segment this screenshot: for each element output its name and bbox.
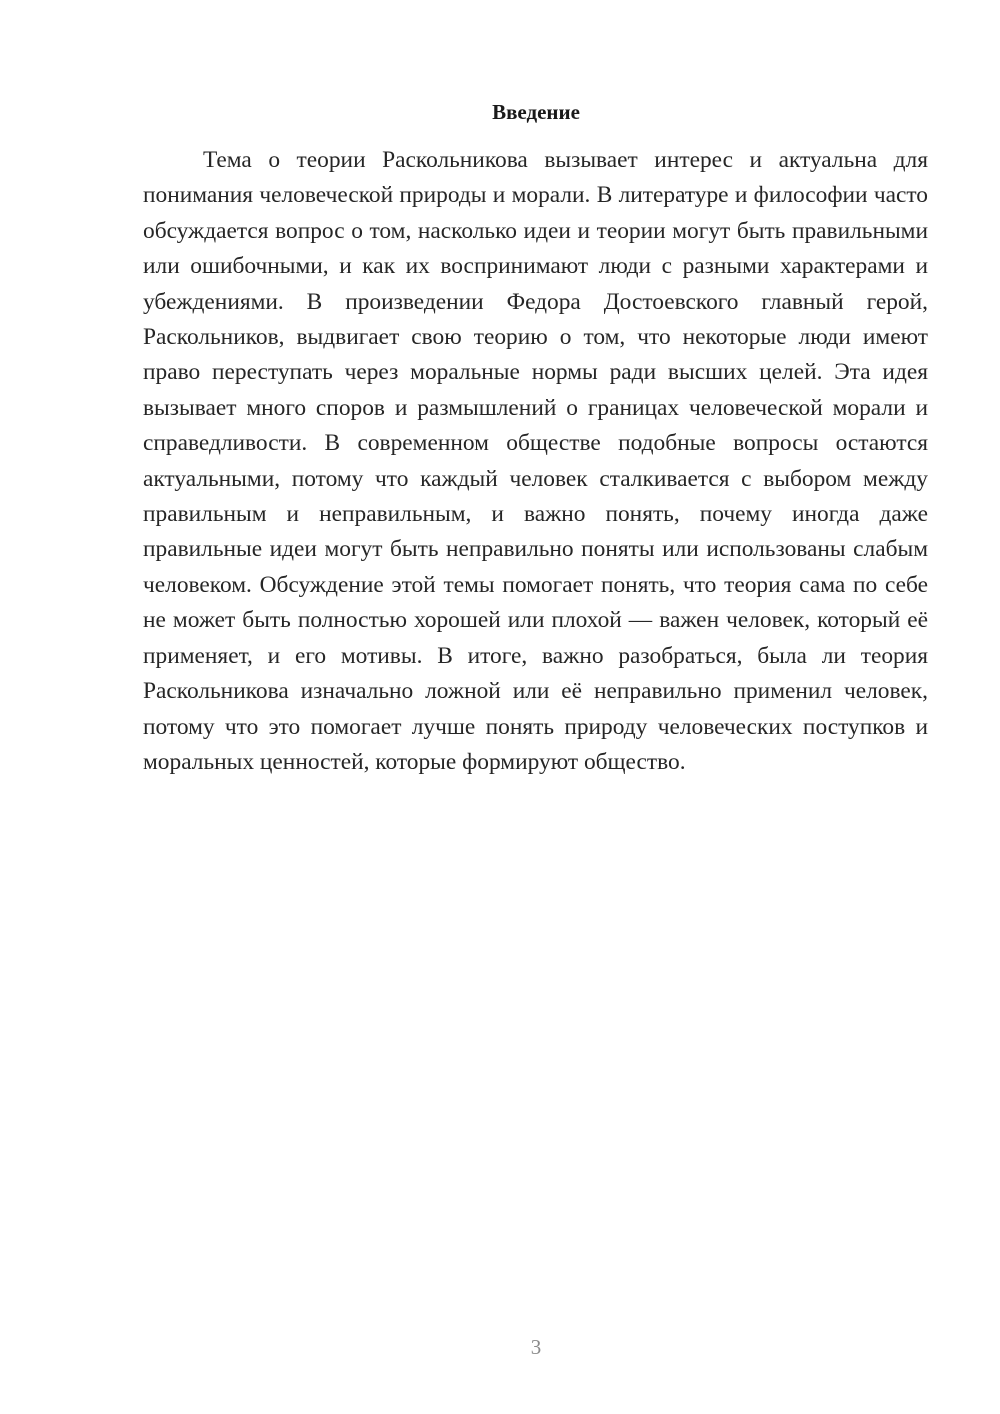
page-number: 3 (530, 1335, 542, 1359)
body-paragraph: Тема о теории Раскольникова вызывает интерес и актуальна для понимания человеческой природы и морали. В литературе и философии часто обсуждается вопрос о том, насколько идеи и теории могут быть правильными или ошибочными, и как их воспринимают люди с разными характерами и убеждениями. В произведении Федора Достоевского главный герой, Раскольников, выдвигает свою теорию о том, что некоторые люди имеют право переступать через моральные нормы ради высших целей. Эта идея вызывает много споров и размышлений о границах человеческой морали и справедливости. В современном обществе подобные вопросы остаются актуальными, потому что каждый человек сталкивается с выбором между правильным и неправильным, и важно понять, почему иногда даже правильные идеи могут быть неправильно поняты или использованы слабым человеком. Обсуждение этой темы помогает понять, что теория сама по себе не может быть полностью хорошей или плохой — важен человек, который её применяет, и его мотивы. В итоге, важно разобраться, была ли теория Раскольникова изначально ложной или её неправильно применил человек, потому что это помогает лучше понять природу человеческих поступков и моральных ценностей, которые формируют общество. (143, 147, 928, 775)
section-heading: Введение (492, 100, 580, 124)
